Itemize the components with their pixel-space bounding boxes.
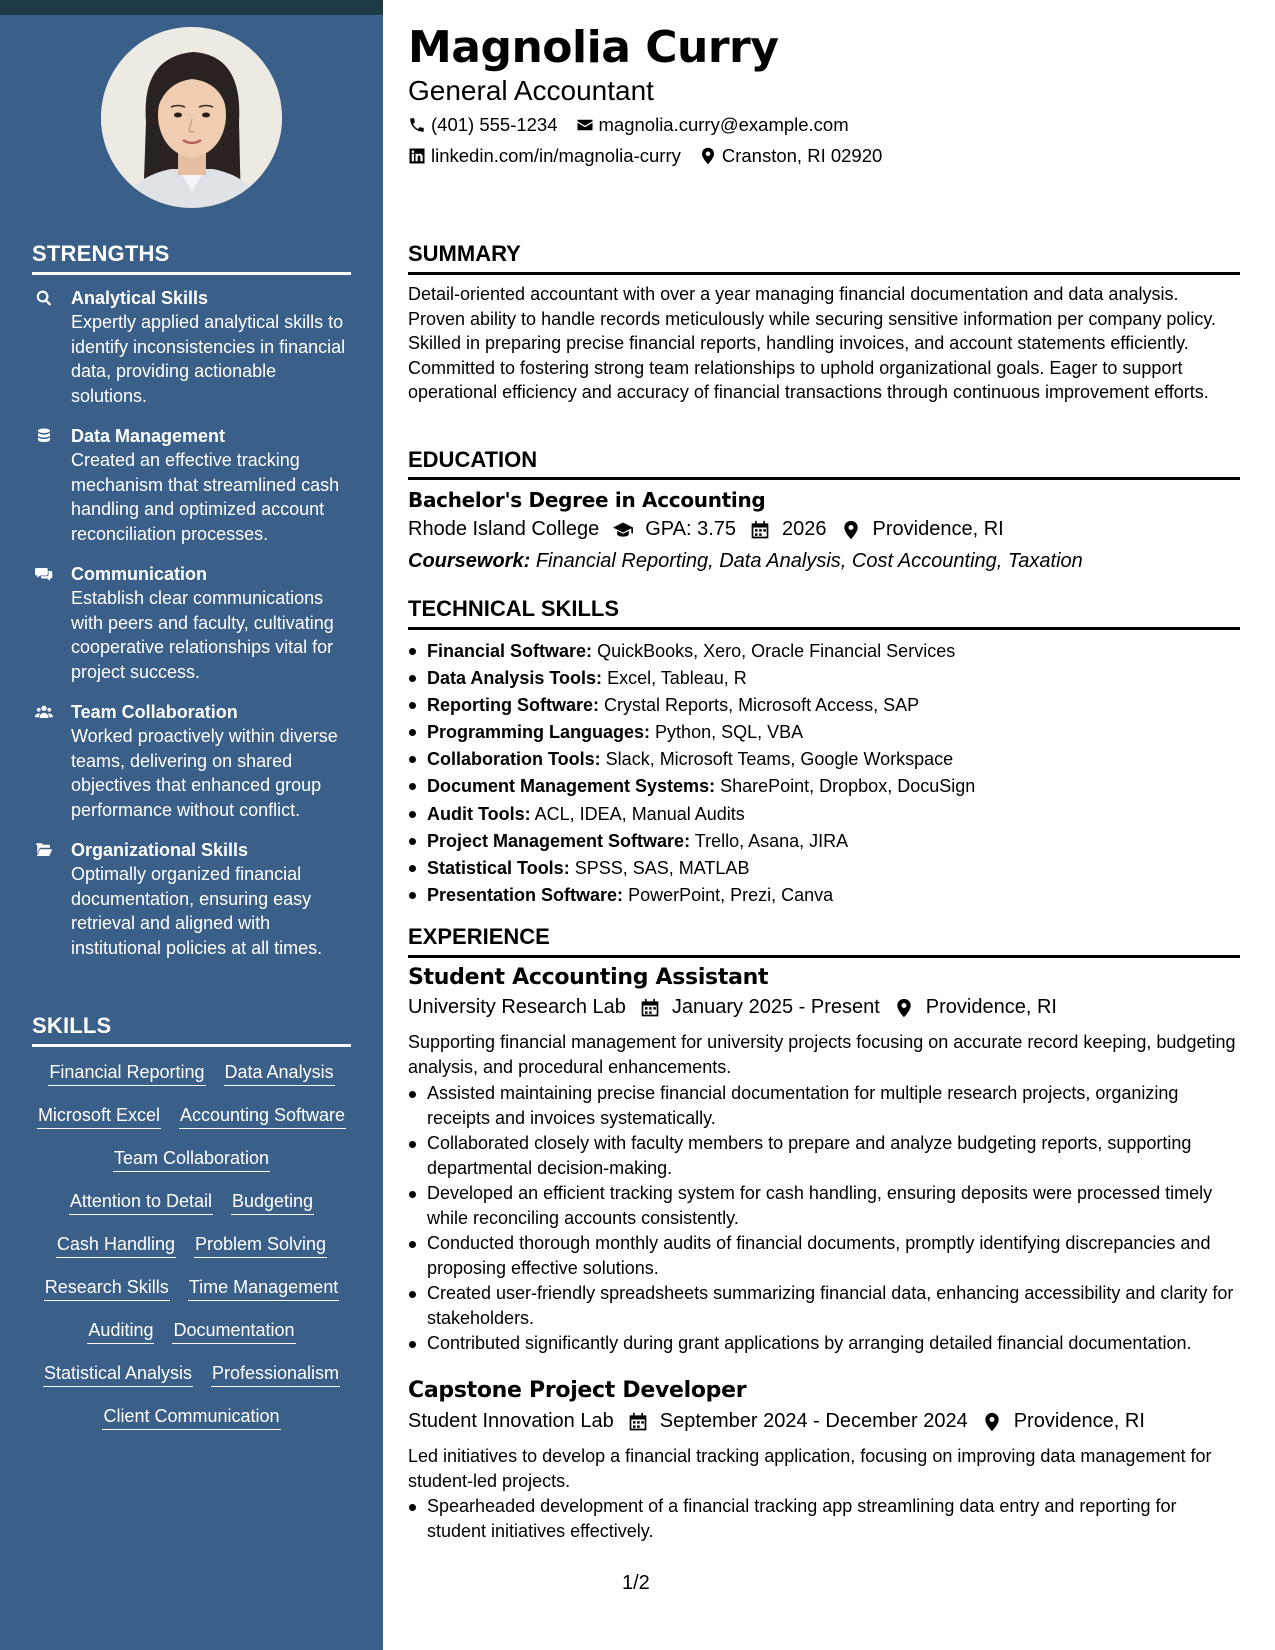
dates-text: September 2024 - December 2024 [659, 1410, 968, 1432]
job-meta [408, 1410, 1159, 1433]
tech-value: ACL, IDEA, Manual Audits [534, 803, 745, 824]
graduation-year [750, 518, 827, 541]
job-location [894, 996, 1057, 1019]
strength-title: Data Management [71, 426, 226, 446]
tech-label: Project Management Software: [427, 830, 691, 851]
email-contact[interactable] [576, 114, 849, 136]
coursework [408, 550, 1083, 573]
education-meta [408, 518, 1018, 541]
list-item [408, 882, 1240, 909]
location-text: Providence, RI [872, 518, 1004, 540]
list-item [408, 828, 1240, 855]
strength-description: Establish clear communications with peers and faculty, cultivating cooperative relationships vital for project success. [71, 588, 334, 682]
folder-open-icon [32, 840, 56, 860]
tech-label: Data Analysis Tools: [427, 668, 603, 689]
skills-divider [32, 1044, 351, 1047]
tech-label: Financial Software: [427, 641, 593, 661]
list-item: Assisted maintaining precise financial documentation for multiple research projects, organizing receipts and invoices systematically. [408, 1081, 1240, 1130]
strength-title: Team Collaboration [71, 702, 238, 722]
list-item [408, 719, 1240, 746]
job-org [408, 996, 626, 1019]
tech-label: Audit Tools: [427, 803, 531, 824]
candidate-name: Magnolia Curry [408, 22, 779, 73]
job-meta [408, 996, 1071, 1019]
tech-label: Document Management Systems: [427, 776, 716, 797]
skill-tag: Documentation [172, 1318, 295, 1344]
location-contact [699, 145, 882, 167]
strength-description: Created an effective tracking mechanism that streamlined cash handling and optimized account reconciliation processes. [71, 450, 340, 544]
strengths-heading: STRENGTHS [32, 241, 170, 266]
gpa-text: GPA: 3.75 [645, 518, 737, 540]
tech-value: Slack, Microsoft Teams, Google Workspace [605, 749, 954, 770]
skill-tag: Team Collaboration [113, 1146, 270, 1172]
skill-tag: Accounting Software [179, 1103, 346, 1129]
skill-tag: Cash Handling [56, 1232, 176, 1258]
technical-skills-divider [408, 627, 1240, 630]
org-text: Student Innovation Lab [408, 1410, 614, 1432]
skill-tag: Financial Reporting [48, 1060, 205, 1086]
linkedin-text: linkedin.com/in/magnolia-curry [431, 145, 681, 166]
list-item [408, 746, 1240, 773]
skill-tag: Time Management [188, 1275, 339, 1301]
envelope-icon [576, 116, 594, 134]
experience-heading: EXPERIENCE [408, 924, 550, 949]
database-icon [32, 426, 56, 446]
tech-label: Collaboration Tools: [427, 749, 601, 770]
strength-description: Optimally organized financial documentation, ensuring easy retrieval and aligned with institutional policies at all times. [71, 864, 323, 958]
list-item [408, 692, 1240, 719]
tech-value: Crystal Reports, Microsoft Access, SAP [604, 695, 920, 716]
list-item [408, 665, 1240, 692]
map-pin-icon [982, 1412, 1002, 1432]
job-dates [628, 1410, 968, 1433]
org-text: University Research Lab [408, 996, 626, 1018]
coursework-text: Financial Reporting, Data Analysis, Cost Accounting, Taxation [535, 550, 1083, 572]
strength-item [32, 700, 357, 822]
tech-value: QuickBooks, Xero, Oracle Financial Services [597, 641, 956, 661]
school-text: Rhode Island College [408, 518, 600, 540]
list-item: Collaborated closely with faculty members to prepare and analyze budgeting reports, supporting departmental decision-making. [408, 1131, 1240, 1180]
list-item: Developed an efficient tracking system for cash handling, ensuring deposits were processed timely while reconciling accounts consistently. [408, 1181, 1240, 1230]
job-bullets [408, 1081, 1240, 1357]
skill-tag: Client Communication [102, 1404, 280, 1430]
strength-title: Analytical Skills [71, 288, 209, 308]
skill-tag: Microsoft Excel [37, 1103, 161, 1129]
job-bullets [408, 1494, 1240, 1544]
list-item: Created user-friendly spreadsheets summarizing financial data, enhancing accessibility and clarity for stakeholders. [408, 1281, 1240, 1330]
location-text: Providence, RI [1013, 1410, 1145, 1432]
strength-title: Organizational Skills [71, 840, 249, 860]
list-item: Contributed significantly during grant applications by arranging detailed financial documentation. [408, 1331, 1240, 1356]
tech-label: Presentation Software: [427, 884, 624, 905]
school-name [408, 518, 599, 541]
calendar-icon [750, 520, 770, 540]
skill-tag: Data Analysis [224, 1060, 335, 1086]
strength-item [32, 424, 357, 546]
list-item: Conducted thorough monthly audits of financial documents, promptly identifying discrepancies and proposing effective solutions. [408, 1231, 1240, 1280]
job-title: Student Accounting Assistant [408, 965, 769, 990]
linkedin-icon [408, 147, 426, 165]
chat-bubbles-icon [32, 564, 56, 584]
dates-text: January 2025 - Present [671, 996, 880, 1018]
tech-label: Programming Languages: [427, 722, 651, 743]
list-item [408, 773, 1240, 800]
search-icon [32, 288, 56, 308]
tech-value: SharePoint, Dropbox, DocuSign [720, 776, 976, 797]
summary-divider [408, 272, 1240, 275]
map-pin-icon [699, 147, 717, 165]
strengths-list [32, 286, 357, 976]
phone-text: (401) 555-1234 [431, 114, 558, 135]
phone-contact[interactable] [408, 114, 558, 136]
skill-tag: Professionalism [211, 1361, 340, 1387]
page-number: 1/2 [622, 1572, 650, 1594]
strengths-divider [32, 272, 351, 275]
technical-skills-list [408, 638, 1240, 909]
education-heading: EDUCATION [408, 447, 538, 472]
skill-tag: Research Skills [44, 1275, 170, 1301]
job-summary: Supporting financial management for university projects focusing on accurate record keeping, budgeting analysis, and procedural enhancements. [408, 1032, 1236, 1077]
skill-tag: Budgeting [231, 1189, 314, 1215]
profile-photo-icon [101, 27, 282, 208]
strength-title: Communication [71, 564, 208, 584]
education-location [841, 518, 1004, 541]
map-pin-icon [841, 520, 861, 540]
strength-description: Expertly applied analytical skills to identify inconsistencies in financial data, providing actionable solutions. [71, 312, 346, 406]
avatar [101, 27, 282, 208]
tech-value: Excel, Tableau, R [607, 668, 747, 689]
candidate-title: General Accountant [408, 75, 654, 106]
strength-item [32, 562, 357, 684]
degree-title: Bachelor's Degree in Accounting [408, 488, 766, 512]
map-pin-icon [894, 998, 914, 1018]
tech-value: SPSS, SAS, MATLAB [574, 857, 750, 878]
linkedin-contact[interactable] [408, 145, 681, 167]
skill-tag: Problem Solving [194, 1232, 327, 1258]
job-location [982, 1410, 1145, 1433]
job-dates [640, 996, 880, 1019]
skill-tag: Attention to Detail [69, 1189, 213, 1215]
job-title: Capstone Project Developer [408, 1378, 747, 1403]
graduation-cap-icon [613, 520, 633, 540]
list-item [408, 801, 1240, 828]
technical-skills-heading: TECHNICAL SKILLS [408, 596, 620, 621]
skills-list [32, 1060, 351, 1430]
tech-value: PowerPoint, Prezi, Canva [628, 884, 834, 905]
strength-item [32, 838, 357, 960]
location-text: Cranston, RI 02920 [721, 145, 883, 166]
job-org [408, 1410, 614, 1433]
skill-tag: Statistical Analysis [43, 1361, 193, 1387]
sidebar-top-bar [0, 0, 383, 15]
calendar-icon [628, 1412, 648, 1432]
location-text: Providence, RI [925, 996, 1057, 1018]
strength-description: Worked proactively within diverse teams, delivering on shared objectives that enhanced group performance without conflict. [71, 726, 338, 820]
users-icon [32, 702, 56, 722]
list-item [408, 855, 1240, 882]
skill-tag: Auditing [87, 1318, 154, 1344]
year-text: 2026 [782, 518, 827, 540]
email-text: magnolia.curry@example.com [598, 114, 849, 135]
tech-label: Statistical Tools: [427, 857, 570, 878]
tech-value: Trello, Asana, JIRA [694, 830, 849, 851]
tech-value: Python, SQL, VBA [655, 722, 804, 743]
experience-divider [408, 955, 1240, 958]
contact-row [408, 145, 900, 167]
contact-row [408, 114, 867, 136]
phone-icon [408, 116, 426, 134]
tech-label: Reporting Software: [427, 695, 600, 716]
strength-item [32, 286, 357, 408]
education-divider [408, 477, 1240, 480]
coursework-label: Coursework: [408, 550, 531, 572]
calendar-icon [640, 998, 660, 1018]
skills-heading: SKILLS [32, 1013, 112, 1038]
gpa [613, 518, 736, 541]
summary-heading: SUMMARY [408, 241, 521, 266]
list-item: Spearheaded development of a financial tracking app streamlining data entry and reporting for student initiatives effectively. [408, 1494, 1240, 1543]
summary-text: Detail-oriented accountant with over a year managing financial documentation and data analysis. Proven ability to handle records meticulously while securing sensitive information per company policy. Skilled in preparing precise financial reports, handling invoices, and account statements efficiently. Committed to fostering strong team relationships to uphold organizational goals. Eager to support operational efficiency and accuracy of financial transactions through continuous improvement efforts. [408, 284, 1217, 402]
job-summary: Led initiatives to develop a financial tracking application, focusing on improving data management for student-led projects. [408, 1446, 1212, 1491]
list-item [408, 638, 1240, 665]
